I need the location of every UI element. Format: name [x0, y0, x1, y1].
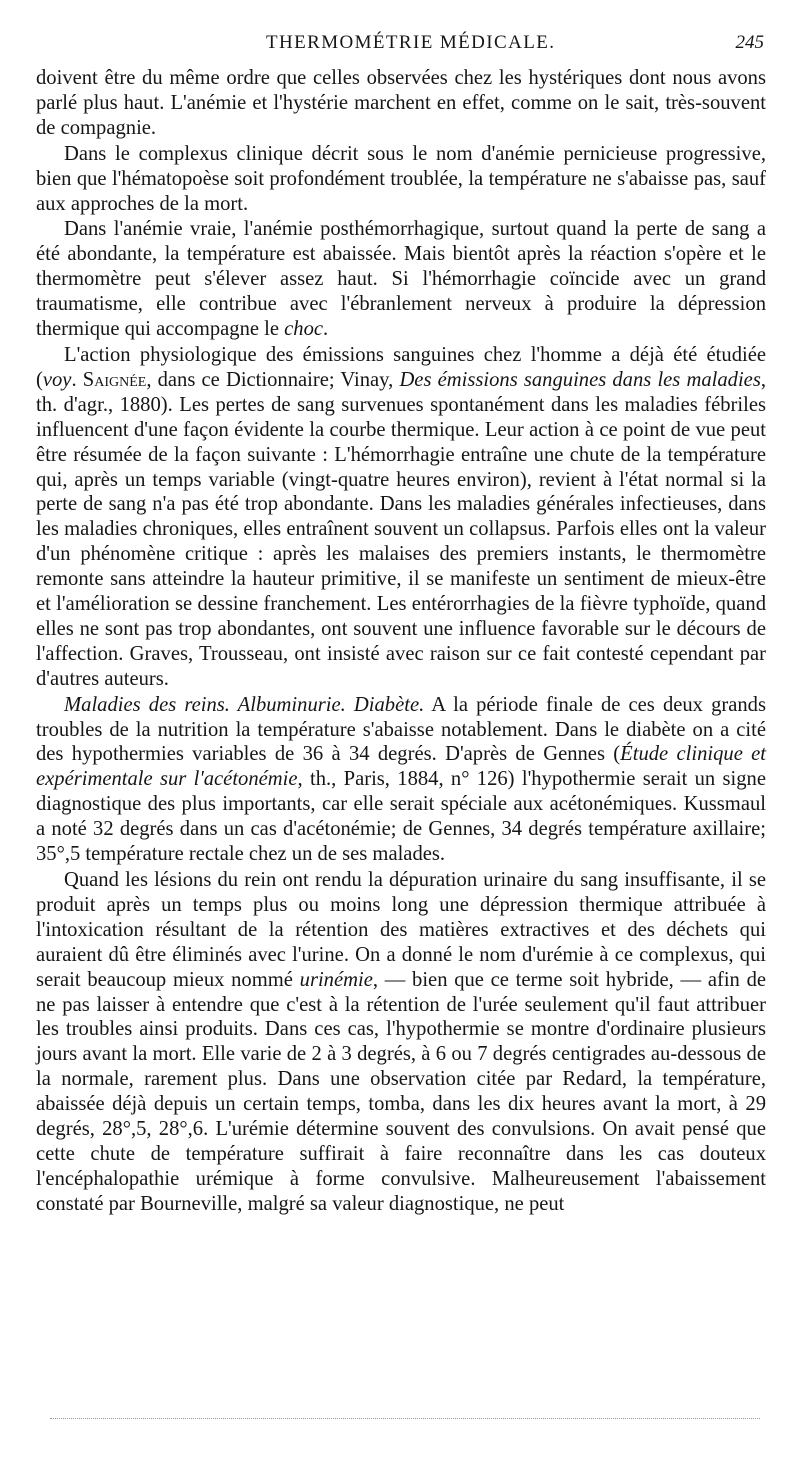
text-run: Quand les lésions du rein ont rendu la dépuration urinaire du sang insuffisante, il se produit après un temps plus ou moins long une dépression thermique attribuée à l'intoxication résultant de la rétention des matières extractives et des déchets qui auraient dû être éliminés avec l'urine. On a donné le nom d'urémie à ce complexus, qui serait beaucoup mieux nommé — [36, 869, 766, 991]
section-heading-italic: Maladies des reins. Albuminurie. Diabète. — [64, 693, 425, 716]
text-run: A la période finale de ces deux grands troubles de la nutrition la température s'abaisse notablement. Dans le diabète on a cité des hypothermies variables de 36 à 34 degrés. D'après de Gennes ( — [36, 693, 766, 766]
text-run: L'action physiologique des émissions sanguines chez l'homme a déjà été étudiée ( — [36, 343, 766, 391]
text-run: , th. d'agr., 1880). Les pertes de sang survenues spontanément dans les maladies fébriles influencent d'une façon évidente la courbe thermique. Leur action à ce point de vue peut être résumée de la façon suivante : L'hémorrhagie entraîne une chute de la température qui, après un temps variable (vingt-quatre heures environ), revient à l'état normal si la perte de sang n'a pas été trop abondante. Dans les maladies générales infectieuses, dans les maladies chroniques, elles entraînent souvent un collapsus. Parfois elles ont la valeur d'un phénomène critique : après les malaises des premiers instants, le thermomètre remonte sans atteindre la hauteur primitive, il se manifeste un sentiment de mieux-être et l'amélioration se dessine franchement. Les entérorrhagies de la fièvre typhoïde, quand elles ne sont pas trop abondantes, ont souvent une influence favorable sur le décours de l'affection. Graves, Trousseau, ont insisté avec raison sur ce fait contesté cependant par d'autres auteurs. — [36, 368, 766, 690]
page-number: 245 — [735, 32, 764, 53]
paragraph-pernicious-anemia — [36, 142, 766, 217]
body-text — [36, 66, 766, 1217]
text-run-italic: Étude clinique et expérimentale sur l'acétonémie — [36, 743, 767, 791]
paragraph-bloodletting — [36, 343, 766, 692]
paragraph-uremia — [36, 868, 766, 1217]
running-head — [36, 28, 764, 56]
paragraph-kidney-diseases — [36, 693, 766, 867]
paragraph-true-anemia — [36, 217, 766, 342]
text-run: doivent être du même ordre que celles observées chez les hystériques dont nous avons parlé plus haut. L'anémie et l'hystérie marchent en effet, comme on le sait, très-souvent de compagnie. — [36, 67, 766, 139]
text-run: . — [323, 318, 329, 341]
text-run-italic: urinémie — [299, 968, 373, 991]
text-run-small-caps: Saignée — [82, 368, 147, 391]
running-head-title: THERMOMÉTRIE MÉDICALE. — [266, 32, 556, 53]
text-run: , — bien que ce terme soit hybride, — afin de ne pas laisser à entendre que c'est à la rétention de l'urée seulement qu'il faut attribuer les troubles ainsi produits. Dans ces cas, l'hypothermie se montre d'ordinaire plusieurs jours avant la mort. Elle varie de 2 à 3 degrés, à 6 ou 7 degrés centigrades au-dessous de la normale, rarement plus. Dans une observation citée par Redard, la température, abaissée déjà depuis un certain temps, tomba, dans les dix heures avant la mort, à 29 degrés, 28°,5, 28°,6. L'urémie détermine souvent des convulsions. On avait pensé que cette chute de température suffirait à faire reconnaître dans les cas douteux l'encéphalopathie urémique à forme convulsive. Malheureusement l'abaissement constaté par Bourneville, malgré sa valeur diagnostique, ne peut — [36, 968, 767, 1215]
text-run-italic: Des émissions sanguines dans les maladies — [399, 368, 761, 391]
text-run: . — [71, 368, 83, 391]
text-run: Dans l'anémie vraie, l'anémie posthémorrhagique, surtout quand la perte de sang a été abondante, la température est abaissée. Mais bientôt après la réaction s'opère et le thermomètre peut s'élever assez haut. Si l'hémorrhagie coïncide avec un grand traumatisme, elle contribue avec l'ébranlement nerveux à produire la dépression thermique qui accompagne le — [36, 218, 766, 341]
bottom-scan-artifact-line — [50, 1418, 760, 1419]
text-run: , th., Paris, 1884, n° 126) l'hypothermie serait un signe diagnostique des plus importants, car elle serait spéciale aux acétonémiques. Kussmaul a noté 32 degrés dans un cas d'acétonémie; de Gennes, 34 degrés température axillaire; 35°,5 température rectale chez un de ses malades. — [36, 768, 766, 866]
paragraph-continued — [36, 66, 766, 141]
text-run: Dans le complexus clinique décrit sous le nom d'anémie pernicieuse progressive, bien que l'hématopoèse soit profondément troublée, la température ne s'abaisse pas, sauf aux approches de la mort. — [36, 142, 766, 215]
text-run: , dans ce Dictionnaire; Vinay, — [146, 368, 400, 391]
text-run-italic: voy — [42, 368, 72, 391]
text-run-italic: choc — [284, 318, 324, 341]
